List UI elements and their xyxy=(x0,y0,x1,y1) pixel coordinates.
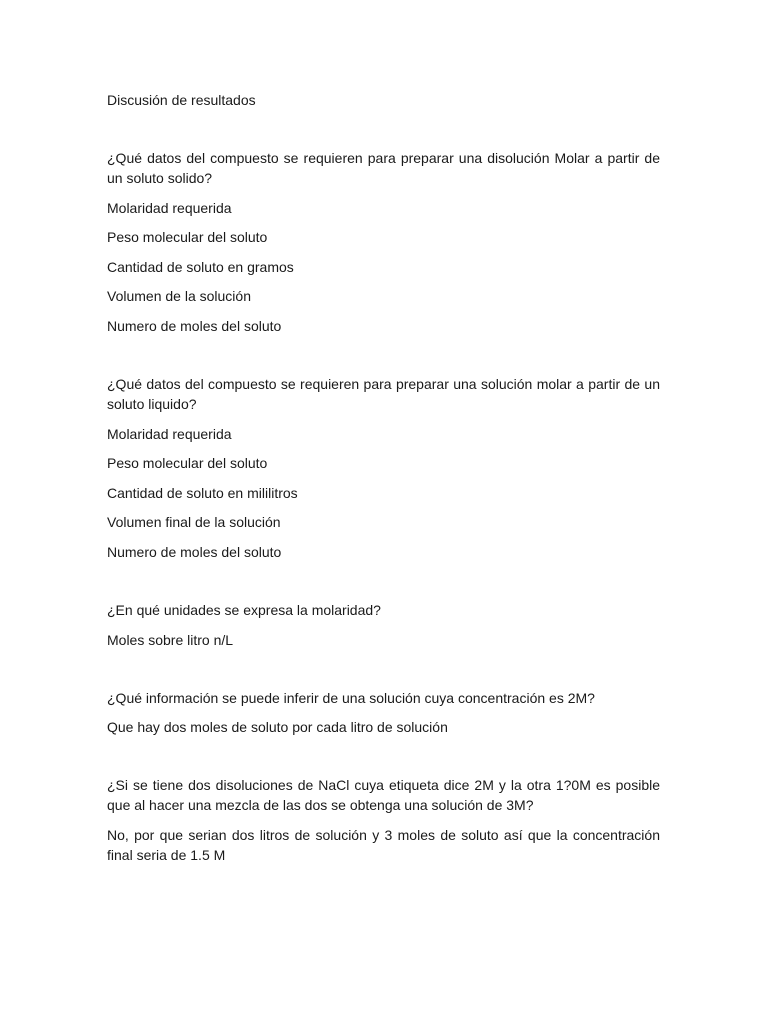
answer-item: Numero de moles del soluto xyxy=(107,543,282,560)
answer-list xyxy=(107,198,660,336)
section-nacl-mixture xyxy=(107,775,660,865)
answer-list xyxy=(107,825,660,865)
answer-item: Moles sobre litro n/L xyxy=(107,631,234,648)
question: ¿Qué información se puede inferir de una solución cuya concentración es 2M? xyxy=(107,689,595,706)
question: ¿En qué unidades se expresa la molaridad? xyxy=(107,601,381,618)
answer-item: Peso molecular del soluto xyxy=(107,229,268,246)
answer-item: Cantidad de soluto en mililitros xyxy=(107,484,298,501)
answer-list xyxy=(107,424,660,562)
answer-item: Molaridad requerida xyxy=(107,199,232,216)
answer-list xyxy=(107,630,660,650)
answer-list xyxy=(107,717,660,737)
section-solid-solute xyxy=(107,148,660,336)
answer-item: Molaridad requerida xyxy=(107,425,232,442)
section-liquid-solute xyxy=(107,374,660,562)
question: ¿Qué datos del compuesto se requieren para preparar una solución molar a partir de un soluto liquido? xyxy=(107,375,660,412)
answer-item: Volumen de la solución xyxy=(107,288,251,305)
section-molarity-units xyxy=(107,600,660,650)
answer-item: No, por que serian dos litros de solución y 3 moles de soluto así que la concentración final seria de 1.5 M xyxy=(107,826,660,863)
answer-item: Que hay dos moles de soluto por cada litro de solución xyxy=(107,719,448,736)
answer-item: Volumen final de la solución xyxy=(107,514,281,531)
question: ¿Qué datos del compuesto se requieren para preparar una disolución Molar a partir de un soluto solido? xyxy=(107,150,660,186)
answer-item: Numero de moles del soluto xyxy=(107,317,282,334)
document-body xyxy=(107,90,660,865)
question: ¿Si se tiene dos disoluciones de NaCl cuya etiqueta dice 2M y la otra 1?0M es posible que al hacer una mezcla de las dos se obtenga una solución de 3M? xyxy=(107,777,660,814)
answer-item: Peso molecular del soluto xyxy=(107,455,268,472)
answer-item: Cantidad de soluto en gramos xyxy=(107,258,294,275)
document-title: Discusión de resultados xyxy=(107,92,256,108)
section-2m-inference xyxy=(107,688,660,738)
